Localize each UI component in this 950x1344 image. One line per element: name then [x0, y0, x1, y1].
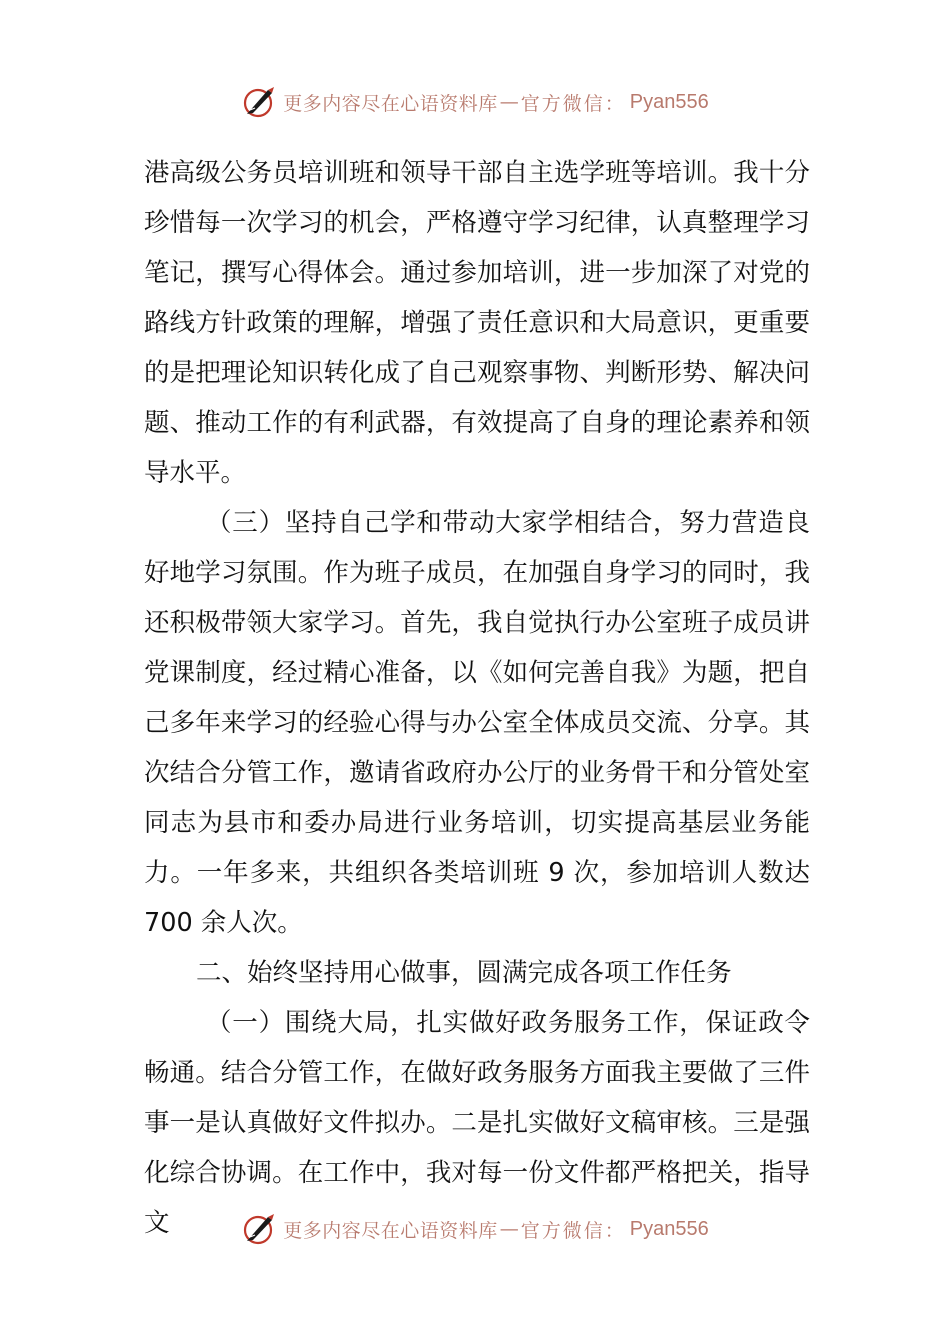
footer-watermark-banner	[0, 1207, 950, 1251]
banner-wechat-label: 官方微信：	[520, 92, 626, 115]
quill-pen-circle-icon	[241, 1211, 277, 1247]
banner-brand-text: 更多内容尽在心语资料库	[283, 1219, 498, 1242]
document-body	[144, 148, 810, 1248]
banner-separator: —	[499, 91, 519, 113]
header-watermark-banner	[0, 80, 950, 124]
paragraph-training: 港高级公务员培训班和领导干部自主选学班等培训。我十分珍惜每一次学习的机会，严格遵守学习纪律，认真整理学习笔记，撰写心得体会。通过参加培训，进一步加深了对党的路线方针政策的理解，增强了责任意识和大局意识，更重要的是把理论知识转化成了自己观察事物、判断形势、解决问题、推动工作的有利武器，有效提高了自身的理论素养和领导水平。	[144, 158, 810, 488]
banner-wechat-id: Pyan556	[629, 90, 709, 113]
paragraph-subsection-one: （一）围绕大局，扎实做好政务服务工作，保证政令畅通。结合分管工作，在做好政务服务方面我主要做了三件事一是认真做好文件拟办。二是扎实做好文稿审核。三是强化综合协调。在工作中，我对每一份文件都严格把关，指导文	[144, 1008, 810, 1238]
paragraph-section-three: （三）坚持自己学和带动大家学相结合，努力营造良好地学习氛围。作为班子成员，在加强自身学习的同时，我还积极带领大家学习。首先，我自觉执行办公室班子成员讲党课制度，经过精心准备，以《如何完善自我》为题，把自己多年来学习的经验心得与办公室全体成员交流、分享。其次结合分管工作，邀请省政府办公厅的业务骨干和分管处室同志为县市和委办局进行业务培训，切实提高基层业务能力。一年多来，共组织各类培训班 9 次，参加培训人数达 700 余人次。	[144, 508, 810, 938]
quill-pen-circle-icon	[241, 84, 277, 120]
banner-wechat-label: 官方微信：	[520, 1219, 626, 1242]
banner-separator: —	[499, 1218, 519, 1240]
banner-brand-text: 更多内容尽在心语资料库	[283, 92, 498, 115]
banner-wechat-id: Pyan556	[629, 1217, 709, 1240]
section-heading-two: 二、始终坚持用心做事，圆满完成各项工作任务	[196, 958, 732, 988]
